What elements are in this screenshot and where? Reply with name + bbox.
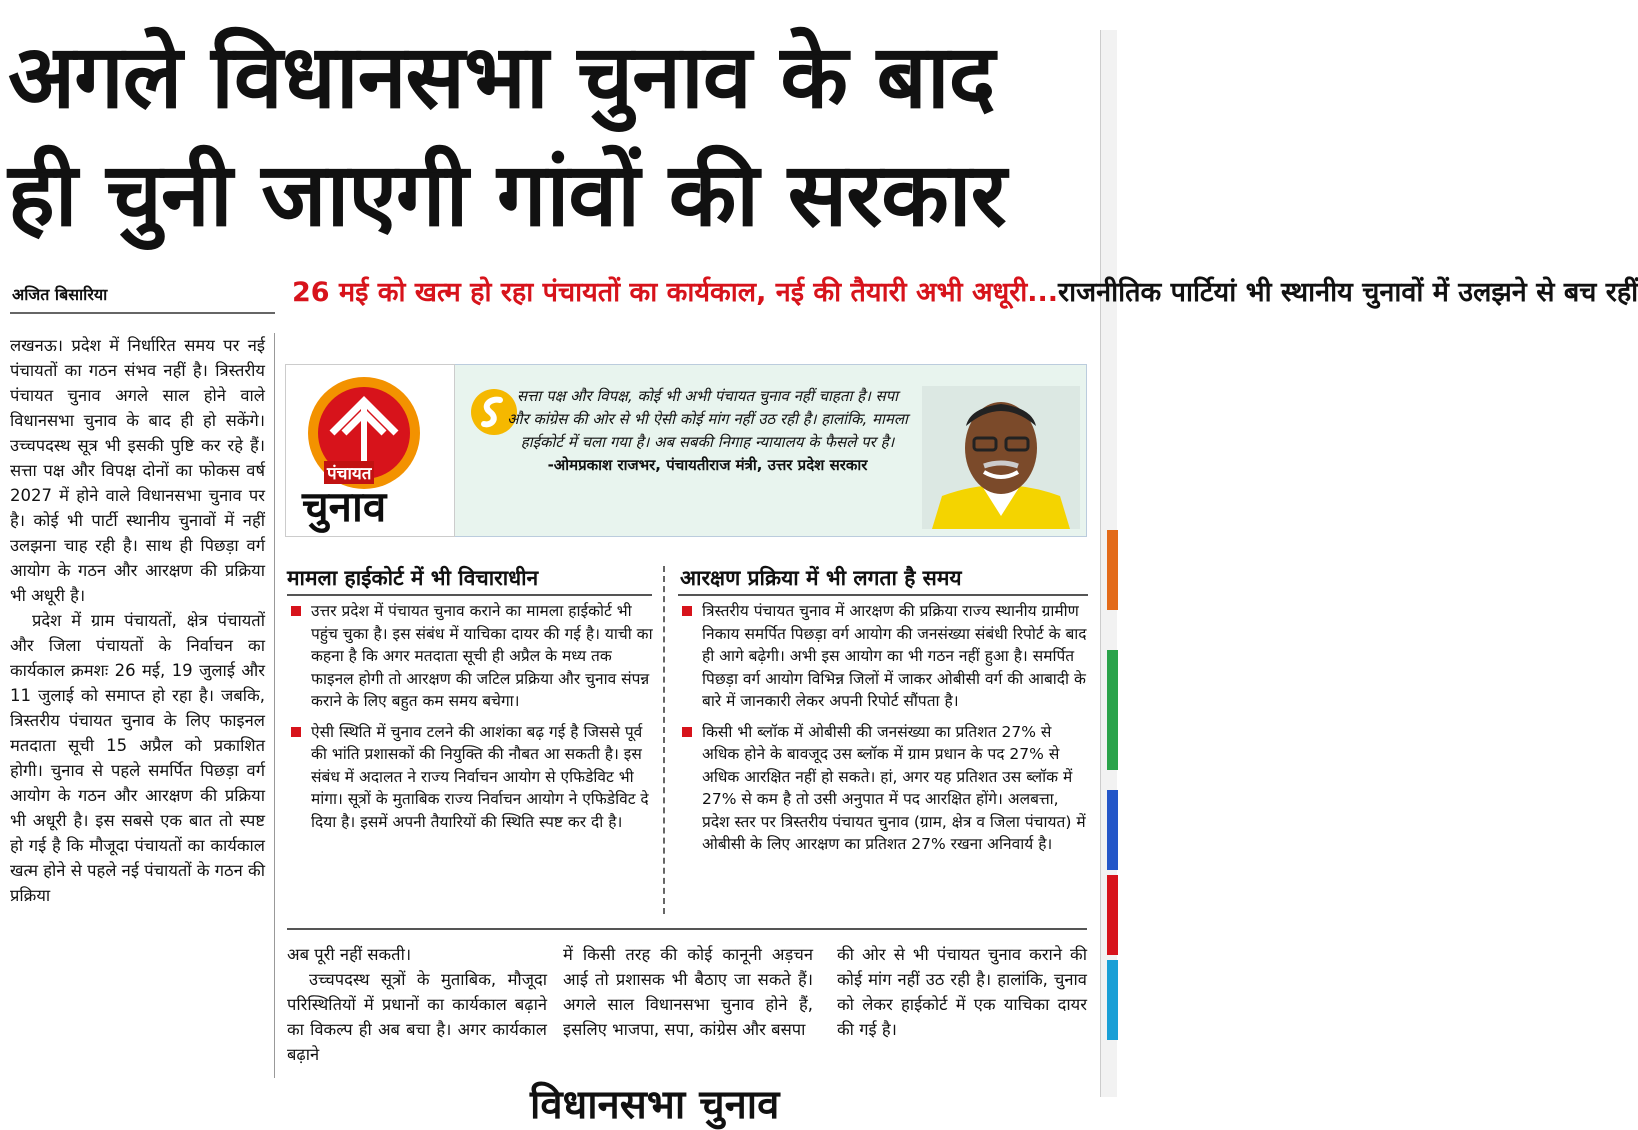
red-square-bullet-icon [291,606,301,616]
section2-bullets [678,600,1090,864]
bullet-text: किसी भी ब्लॉक में ओबीसी की जनसंख्या का प्रतिशत 27% से अधिक होने के बावजूद उस ब्लॉक में ग्राम प्रधान के पद 27% से अधिक आरक्षित नहीं हो सकते। हां, अगर यह प्रतिशत उस ब्लॉक में 27% से कम है तो उसी अनुपात में पद आरक्षित होंगे। अलबत्ता, प्रदेश स्तर पर त्रिस्तरीय पंचायत चुनाव (ग्राम, क्षेत्र व जिला पंचायत) में ओबीसी के लिए आरक्षण का प्रतिशत 27% रखना अनिवार्य है। [702,722,1086,853]
bottom-col1-line: अब पूरी नहीं सकती। [287,945,412,964]
red-square-bullet-icon [291,727,301,737]
quote-body: सत्ता पक्ष और विपक्ष, कोई भी अभी पंचायत चुनाव नहीं चाहता है। सपा और कांग्रेस की ओर से भी ऐसी कोई मांग नहीं उठ रही है। हालांकि, मामला हाईकोर्ट में चला गया है। अब सबकी निगाह न्यायालय के फैसले पर है। [507,387,908,451]
logo-word-chunav: चुनाव [302,482,387,531]
rail-strip-green [1107,650,1118,770]
list-item [678,600,1090,713]
column-divider [274,333,275,1078]
subheadline [292,270,1638,316]
page-edge-rail [1100,30,1117,1097]
left-column-story [10,333,265,908]
subheadline-red: 26 मई को खत्म हो रहा पंचायतों का कार्यकाल, नई की तैयारी अभी अधूरी... [292,277,1059,308]
red-square-bullet-icon [682,606,692,616]
bottom-column-2: में किसी तरह की कोई कानूनी अड़चन आई तो प्रशासक भी बैठाए जा सकते हैं। अगले साल विधानसभा चुनाव होने हैं, इसलिए भाजपा, सपा, कांग्रेस और बसपा [563,945,813,1039]
bottom-column-3: की ओर से भी पंचायत चुनाव कराने की कोई मांग नहीं उठ रही है। हालांकि, चुनाव को लेकर हाईकोर्ट में एक याचिका दायर की गई है। [837,945,1087,1039]
logo-word-panchayat: पंचायत [324,461,374,484]
byline: अजित बिसारिया [12,285,108,304]
cutoff-text: विधानसभा चुनाव [530,1082,780,1128]
section-title-reservation: आरक्षण प्रक्रिया में भी लगता है समय [680,566,962,590]
byline-rule [10,312,275,314]
quote-attribution: -ओमप्रकाश राजभर, पंचायतीराज मंत्री, उत्तर प्रदेश सरकार [547,456,868,474]
headline-line-1: अगले विधानसभा चुनाव के बाद [8,25,995,128]
section-divider-dashed [663,566,665,914]
headline-line-2: ही चुनी जाएगी गांवों की सरकार [8,143,1006,246]
section2-underline [678,594,1088,596]
bullet-text: त्रिस्तरीय पंचायत चुनाव में आरक्षण की प्रक्रिया राज्य स्थानीय ग्रामीण निकाय समर्पित पिछड़ा वर्ग आयोग की जनसंख्या संबंधी रिपोर्ट के बाद ही आगे बढ़ेगी। अभी इस आयोग का भी गठन नहीं हुआ है। समर्पित पिछड़ा वर्ग आयोग विभिन्न जिलों में जाकर ओबीसी वर्ग की आबादी के बारे में जानकारी लेकर अपनी रिपोर्ट सौंपता है। [702,602,1087,710]
minister-portrait [922,386,1080,529]
left-paragraph-2: प्रदेश में ग्राम पंचायतों, क्षेत्र पंचायतों और जिला पंचायतों के निर्वाचन का कार्यकाल क्रमशः 26 मई, 19 जुलाई और 11 जुलाई को समाप्त हो रहा है। जबकि, त्रिस्तरीय पंचायत चुनाव के लिए फाइनल मतदाता सूची 15 अप्रैल को प्रकाशित होगी। चुनाव से पहले समर्पित पिछड़ा वर्ग आयोग के गठन और आरक्षण की प्रक्रिया भी अधूरी है। इस सबसे एक बात तो स्पष्ट हो गई है कि मौजूदा पंचायतों का कार्यकाल खत्म होने से पहले नई पंचायतों के गठन की प्रक्रिया [10,611,265,905]
rail-strip-orange [1107,530,1118,610]
bottom-section-rule [287,928,1087,930]
rail-strip-red [1107,875,1118,955]
next-headline-cutoff [530,1080,1010,1128]
bullet-text: उत्तर प्रदेश में पंचायत चुनाव कराने का मामला हाईकोर्ट भी पहुंच चुका है। इस संबंध में याचिका दायर की गई है। याची का कहना है कि अगर मतदाता सूची ही अप्रैल के मध्य तक फाइनल होगी तो आरक्षण की जटिल प्रक्रिया और चुनाव संपन्न कराने के लिए बहुत कम समय बचेगा। [311,602,653,710]
panchayat-chunav-logo [285,364,455,537]
section1-underline [287,594,652,596]
minister-quote [505,385,910,477]
section1-bullets [287,600,657,841]
list-item [287,721,657,834]
bottom-column-1 [287,942,547,1067]
bullet-text: ऐसी स्थिति में चुनाव टलने की आशंका बढ़ गई है जिससे पूर्व की भांति प्रशासकों की नियुक्ति की नौबत आ सकती है। इस संबंध में अदालत ने राज्य निर्वाचन आयोग से एफिडेविट भी मांगा। सूत्रों के मुताबिक राज्य निर्वाचन आयोग ने एफिडेविट दे दिया है। इसमें अपनी तैयारियों की स्थिति स्पष्ट कर दी है। [311,722,649,831]
red-square-bullet-icon [682,727,692,737]
rail-strip-blue [1107,790,1118,870]
subheadline-black: राजनीतिक पार्टियां भी स्थानीय चुनावों में उलझने से बच रहीं [1058,277,1638,308]
list-item [287,600,657,713]
left-paragraph-1: लखनऊ। प्रदेश में निर्धारित समय पर नई पंचायतों का गठन संभव नहीं है। त्रिस्तरीय पंचायत चुनाव अगले साल होने वाले विधानसभा चुनाव के बाद ही हो सकेंगे। उच्चपदस्थ सूत्र भी इसकी पुष्टि कर रहे हैं। सत्ता पक्ष और विपक्ष दोनों का फोकस वर्ष 2027 में होने वाले विधानसभा चुनाव पर है। कोई भी पार्टी स्थानीय चुनावों में नहीं उलझना चाह रही है। साथ ही पिछड़ा वर्ग आयोग के गठन और आरक्षण की प्रक्रिया भी अधूरी है। [10,336,265,605]
list-item [678,721,1090,856]
main-headline [8,18,1088,254]
rail-strip-cyan [1107,960,1118,1040]
section-title-highcourt: मामला हाईकोर्ट में भी विचाराधीन [287,566,539,590]
bottom-col1-paragraph: उच्चपदस्थ सूत्रों के मुताबिक, मौजूदा परिस्थितियों में प्रधानों का कार्यकाल बढ़ाने का विकल्प ही अब बचा है। अगर कार्यकाल बढ़ाने [287,970,547,1064]
